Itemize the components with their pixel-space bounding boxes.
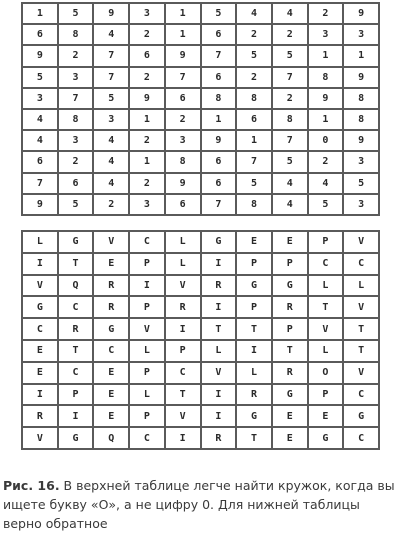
digit-table-cell: 6 [237, 110, 271, 129]
letter-table-cell: R [273, 363, 307, 383]
letter-table-cell: P [273, 254, 307, 274]
digit-table-cell: 1 [309, 110, 343, 129]
digit-table-cell: 2 [273, 25, 307, 44]
letter-table-cell: T [309, 297, 343, 317]
digit-table-cell: 7 [59, 89, 93, 108]
digit-table-cell: 8 [237, 89, 271, 108]
digit-table-cell: 4 [94, 152, 128, 171]
digit-table-cell: 7 [94, 46, 128, 65]
digit-table-cell: 4 [94, 25, 128, 44]
letter-table-cell: C [59, 363, 93, 383]
letter-table-cell: V [23, 276, 57, 296]
letter-table-cell: G [59, 428, 93, 448]
digit-table-cell: 2 [309, 152, 343, 171]
digit-table-cell: 4 [23, 110, 57, 129]
letter-table-cell: R [202, 428, 236, 448]
letter-table-cell: T [59, 254, 93, 274]
letter-table [21, 230, 380, 450]
digit-table-cell: 5 [237, 174, 271, 193]
letter-table-cell: T [237, 428, 271, 448]
letter-table-cell: C [166, 363, 200, 383]
letter-table-cell: Q [94, 428, 128, 448]
letter-table-cell: C [344, 254, 378, 274]
letter-table-cell: O [309, 363, 343, 383]
digit-table-cell: 6 [59, 174, 93, 193]
digit-table-cell: 6 [130, 46, 164, 65]
digit-table-cell: 2 [130, 25, 164, 44]
digit-table-cell: 9 [309, 89, 343, 108]
letter-table-cell: E [94, 406, 128, 426]
letter-table-cell: E [94, 363, 128, 383]
letter-table-cell: G [309, 428, 343, 448]
letter-table-cell: R [273, 297, 307, 317]
letter-table-cell: C [59, 297, 93, 317]
digit-table-cell: 6 [202, 152, 236, 171]
letter-table-cell: L [309, 276, 343, 296]
letter-table-cell: I [166, 428, 200, 448]
letter-table-cell: G [273, 276, 307, 296]
letter-table-cell: R [202, 276, 236, 296]
digit-table-cell: 6 [202, 174, 236, 193]
digit-table-cell: 6 [202, 68, 236, 87]
letter-table-cell: V [344, 363, 378, 383]
letter-table-cell: C [344, 385, 378, 405]
digit-table-cell: 2 [94, 195, 128, 214]
letter-table-cell: P [309, 232, 343, 252]
letter-table-cell: P [130, 254, 164, 274]
digit-table-cell: 4 [273, 4, 307, 23]
letter-table-cell: T [202, 319, 236, 339]
letter-table-cell: I [23, 254, 57, 274]
digit-table-cell: 8 [344, 110, 378, 129]
digit-table-cell: 1 [130, 152, 164, 171]
digit-table-cell: 9 [344, 68, 378, 87]
letter-table-cell: I [202, 254, 236, 274]
letter-table-cell: E [273, 406, 307, 426]
digit-table-cell: 5 [59, 195, 93, 214]
letter-table-cell: R [94, 276, 128, 296]
letter-table-cell: R [59, 319, 93, 339]
letter-table-cell: L [237, 363, 271, 383]
letter-table-cell: P [166, 341, 200, 361]
letter-table-cell: T [237, 319, 271, 339]
digit-table-cell: 4 [94, 131, 128, 150]
digit-table-cell: 3 [344, 152, 378, 171]
letter-table-cell: V [23, 428, 57, 448]
letter-table-cell: I [202, 297, 236, 317]
letter-table-cell: C [344, 428, 378, 448]
digit-table-cell: 7 [273, 131, 307, 150]
letter-table-cell: E [23, 341, 57, 361]
digit-table-cell: 8 [59, 110, 93, 129]
digit-table-cell: 4 [273, 174, 307, 193]
digit-table-cell: 9 [202, 131, 236, 150]
digit-table-cell: 9 [166, 46, 200, 65]
letter-table-cell: V [130, 319, 164, 339]
letter-table-cell: G [59, 232, 93, 252]
digit-table-cell: 6 [166, 195, 200, 214]
digit-table-cell: 4 [237, 4, 271, 23]
letter-table-cell: I [59, 406, 93, 426]
letter-table-cell: T [166, 385, 200, 405]
digit-table-cell: 9 [344, 4, 378, 23]
digit-table-cell: 4 [23, 131, 57, 150]
digit-table-cell: 0 [309, 131, 343, 150]
digit-table-cell: 7 [273, 68, 307, 87]
letter-table-cell: I [166, 319, 200, 339]
caption-label: Рис. 16. [3, 477, 60, 493]
digit-table-cell: 5 [202, 4, 236, 23]
letter-table-cell: G [202, 232, 236, 252]
letter-table-cell: V [166, 276, 200, 296]
letter-table-cell: T [59, 341, 93, 361]
digit-table-cell: 1 [344, 46, 378, 65]
digit-table-cell: 7 [202, 195, 236, 214]
digit-table-cell: 5 [344, 174, 378, 193]
digit-table-cell: 3 [344, 195, 378, 214]
digit-table-cell: 2 [237, 25, 271, 44]
digit-table-cell: 2 [166, 110, 200, 129]
digit-table-cell: 9 [166, 174, 200, 193]
digit-table-cell: 2 [59, 46, 93, 65]
digit-table-cell: 5 [59, 4, 93, 23]
digit-table-cell: 5 [273, 152, 307, 171]
figure-caption [3, 476, 397, 533]
letter-table-cell: G [237, 276, 271, 296]
digit-table-cell: 1 [166, 25, 200, 44]
digit-table-cell: 5 [309, 195, 343, 214]
digit-table-cell: 2 [130, 174, 164, 193]
letter-table-cell: L [166, 254, 200, 274]
letter-table-cell: G [273, 385, 307, 405]
digit-table-cell: 9 [130, 89, 164, 108]
caption-text: В верхней таблице легче найти кружок, когда вы ищете букву «O», а не цифру 0. Для нижней таблицы верно обратное [3, 477, 395, 531]
letter-table-cell: V [94, 232, 128, 252]
digit-table-cell: 8 [237, 195, 271, 214]
digit-table-cell: 9 [23, 195, 57, 214]
letter-table-cell: P [273, 319, 307, 339]
letter-table-cell: L [23, 232, 57, 252]
letter-table-cell: R [23, 406, 57, 426]
digit-table-cell: 3 [59, 68, 93, 87]
letter-table-cell: Q [59, 276, 93, 296]
digit-table-cell: 2 [130, 68, 164, 87]
letter-table-cell: E [273, 232, 307, 252]
digit-table-cell: 3 [309, 25, 343, 44]
digit-table-cell: 7 [23, 174, 57, 193]
letter-table-cell: E [94, 254, 128, 274]
digit-table-cell: 3 [59, 131, 93, 150]
letter-table-cell: C [130, 428, 164, 448]
letter-table-cell: T [344, 341, 378, 361]
digit-table-cell: 1 [130, 110, 164, 129]
letter-table-cell: V [202, 363, 236, 383]
digit-table-cell: 3 [344, 25, 378, 44]
digit-table-cell: 1 [166, 4, 200, 23]
digit-table-cell: 1 [309, 46, 343, 65]
digit-table-cell: 5 [237, 46, 271, 65]
digit-table-cell: 9 [344, 131, 378, 150]
digit-table-cell: 1 [202, 110, 236, 129]
digit-table-cell: 8 [273, 110, 307, 129]
digit-table-cell: 7 [202, 46, 236, 65]
digit-table-cell: 6 [23, 152, 57, 171]
digit-table-cell: 8 [59, 25, 93, 44]
letter-table-cell: P [237, 297, 271, 317]
letter-table-cell: T [273, 341, 307, 361]
digit-table-cell: 7 [237, 152, 271, 171]
digit-table-cell: 2 [309, 4, 343, 23]
letter-table-cell: C [94, 341, 128, 361]
letter-table-cell: I [237, 341, 271, 361]
letter-table-cell: G [344, 406, 378, 426]
letter-table-cell: R [94, 297, 128, 317]
letter-table-cell: E [94, 385, 128, 405]
letter-table-cell: V [344, 232, 378, 252]
digit-table-cell: 4 [309, 174, 343, 193]
letter-table-cell: I [23, 385, 57, 405]
digit-table-cell: 2 [59, 152, 93, 171]
letter-table-cell: P [237, 254, 271, 274]
letter-table-cell: L [130, 385, 164, 405]
letter-table-cell: G [237, 406, 271, 426]
letter-table-cell: L [202, 341, 236, 361]
digit-table-cell: 2 [130, 131, 164, 150]
letter-table-cell: P [130, 363, 164, 383]
letter-table-cell: E [273, 428, 307, 448]
digit-table-cell: 3 [130, 195, 164, 214]
letter-table-cell: V [166, 406, 200, 426]
letter-table-cell: P [130, 406, 164, 426]
digit-table-cell: 3 [23, 89, 57, 108]
letter-table-cell: E [309, 406, 343, 426]
digit-table-cell: 9 [94, 4, 128, 23]
letter-table-cell: G [23, 297, 57, 317]
digit-table-cell: 5 [94, 89, 128, 108]
letter-table-cell: P [59, 385, 93, 405]
digit-table-cell: 7 [166, 68, 200, 87]
digit-table-cell: 8 [309, 68, 343, 87]
digit-table-cell: 5 [273, 46, 307, 65]
letter-table-cell: P [130, 297, 164, 317]
letter-table-cell: V [344, 297, 378, 317]
letter-table-cell: I [202, 406, 236, 426]
letter-table-cell: G [94, 319, 128, 339]
letter-table-cell: R [237, 385, 271, 405]
letter-table-cell: P [309, 385, 343, 405]
letter-table-cell: C [309, 254, 343, 274]
letter-table-cell: T [344, 319, 378, 339]
digit-table-cell: 6 [202, 25, 236, 44]
digit-table-cell: 6 [23, 25, 57, 44]
digit-table-cell: 3 [166, 131, 200, 150]
letter-table-cell: L [166, 232, 200, 252]
digit-table [21, 2, 380, 216]
digit-table-cell: 8 [202, 89, 236, 108]
letter-table-cell: L [309, 341, 343, 361]
letter-table-cell: C [130, 232, 164, 252]
letter-table-cell: I [130, 276, 164, 296]
letter-table-cell: L [130, 341, 164, 361]
digit-table-cell: 8 [166, 152, 200, 171]
digit-table-cell: 4 [273, 195, 307, 214]
digit-table-cell: 1 [237, 131, 271, 150]
letter-table-cell: I [202, 385, 236, 405]
letter-table-cell: C [23, 319, 57, 339]
digit-table-cell: 7 [94, 68, 128, 87]
letter-table-cell: R [166, 297, 200, 317]
digit-table-cell: 4 [94, 174, 128, 193]
digit-table-cell: 3 [130, 4, 164, 23]
digit-table-cell: 2 [273, 89, 307, 108]
letter-table-cell: L [344, 276, 378, 296]
digit-table-cell: 2 [237, 68, 271, 87]
digit-table-cell: 5 [23, 68, 57, 87]
digit-table-cell: 1 [23, 4, 57, 23]
letter-table-cell: V [309, 319, 343, 339]
letter-table-cell: E [237, 232, 271, 252]
digit-table-cell: 6 [166, 89, 200, 108]
letter-table-cell: E [23, 363, 57, 383]
digit-table-cell: 8 [344, 89, 378, 108]
digit-table-cell: 9 [23, 46, 57, 65]
digit-table-cell: 3 [94, 110, 128, 129]
